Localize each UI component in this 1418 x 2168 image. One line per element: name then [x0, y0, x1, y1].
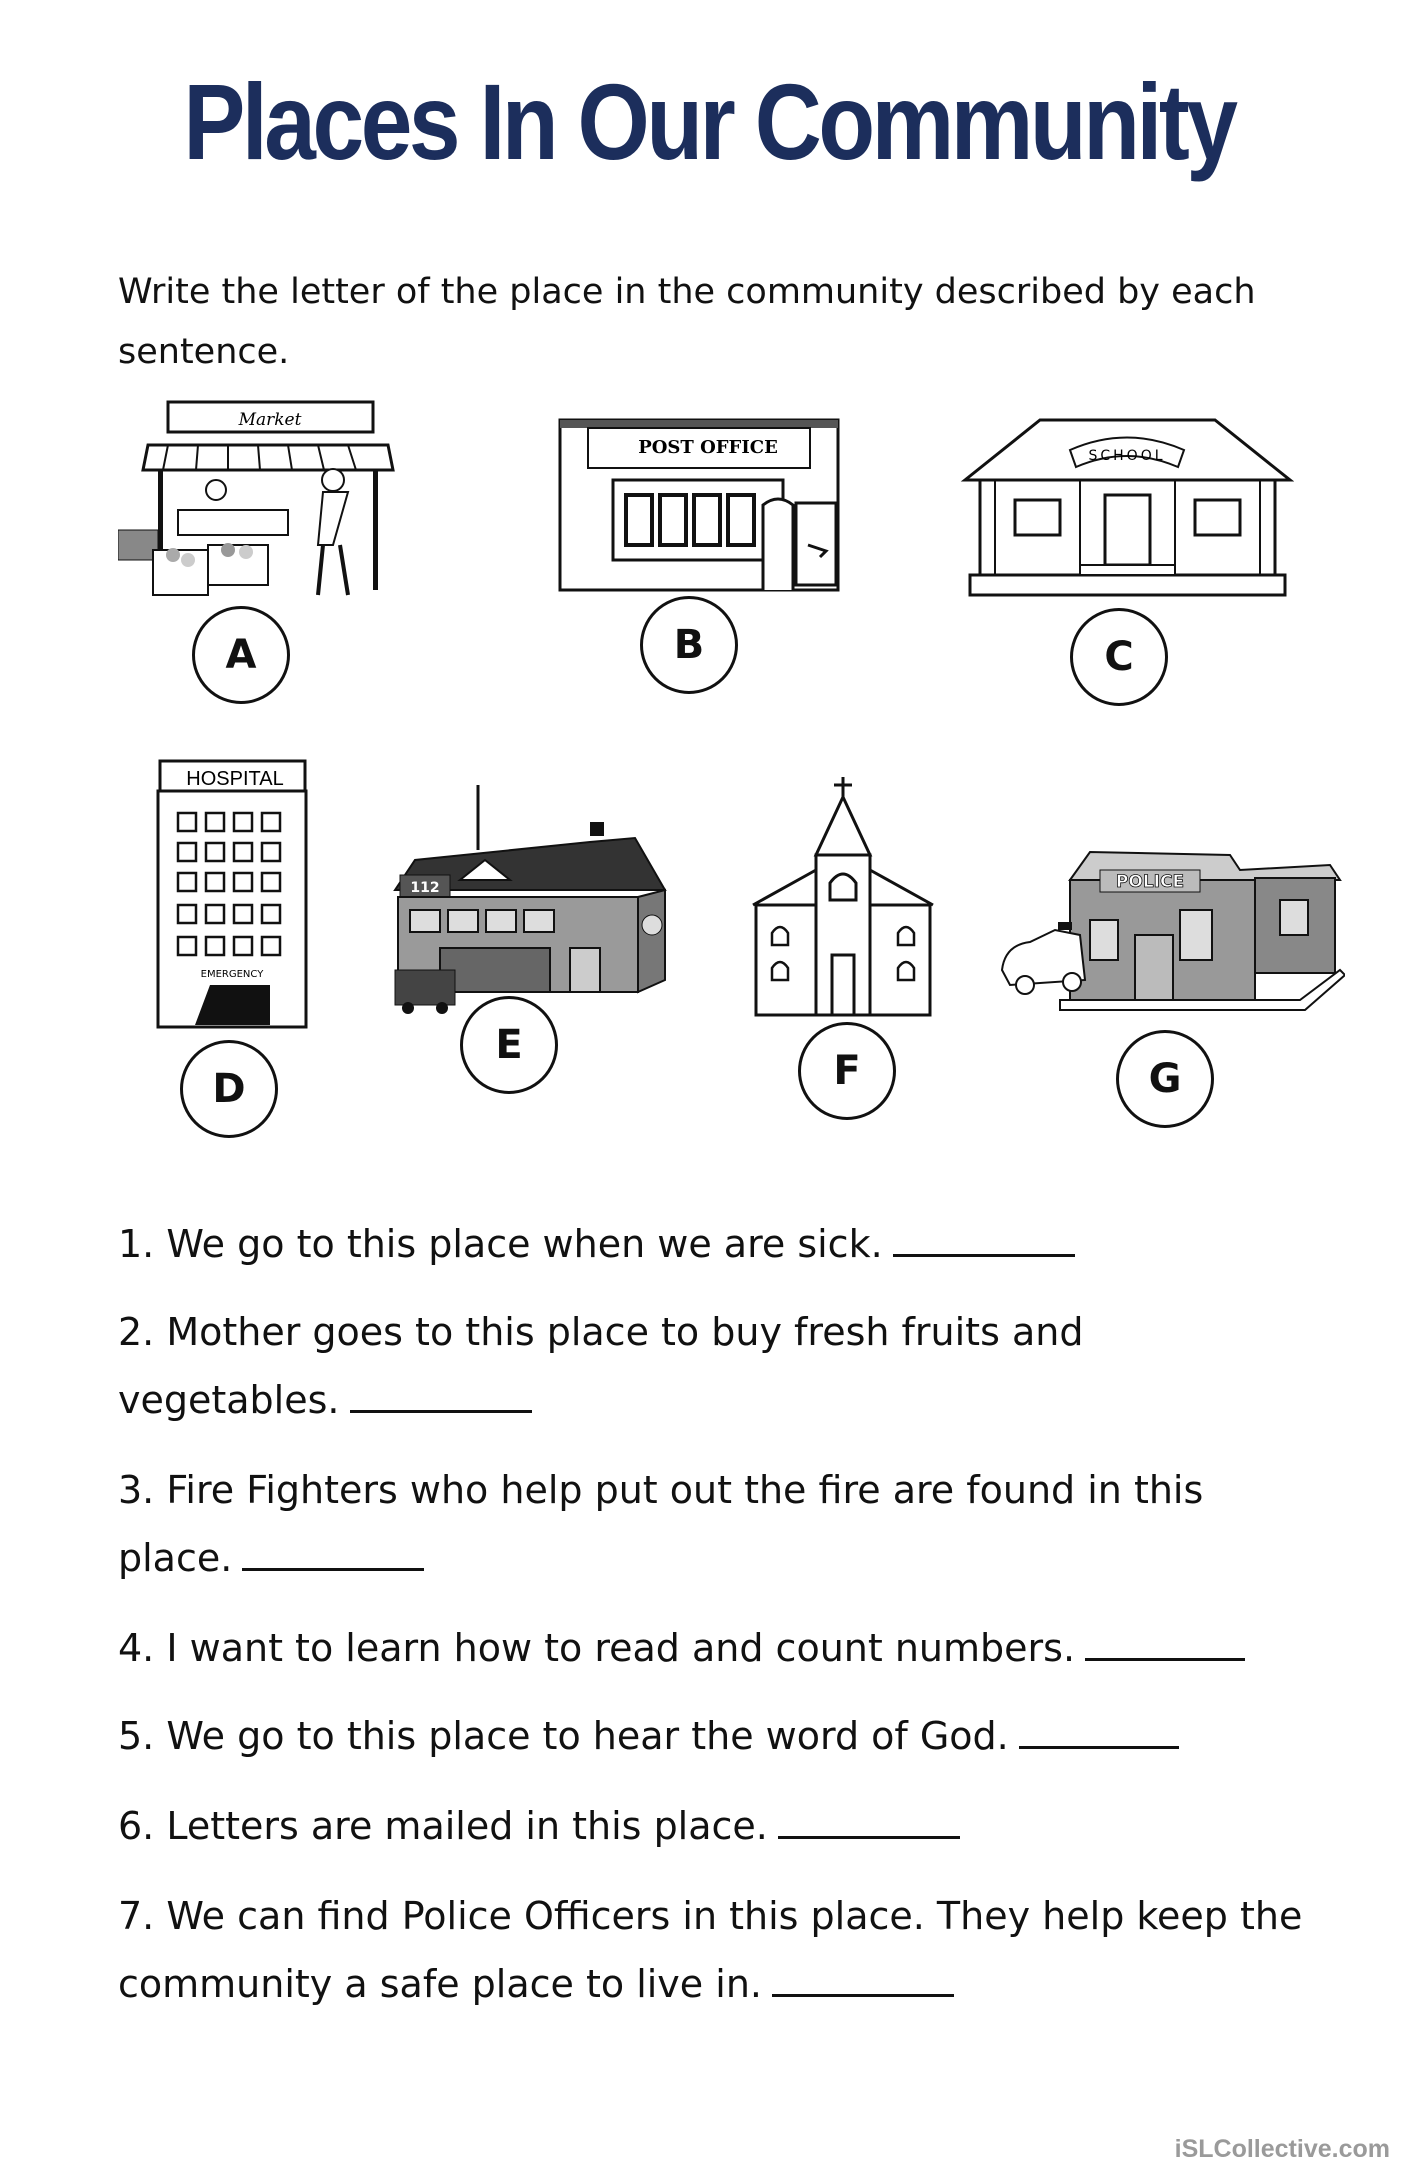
place-letter-c: C — [1070, 608, 1168, 706]
worksheet-title: Places In Our Community — [183, 61, 1235, 182]
answer-blank[interactable] — [1019, 1712, 1179, 1749]
post-office-icon — [558, 415, 842, 595]
question-5 — [118, 1702, 1318, 1770]
hospital-icon — [150, 755, 315, 1030]
answer-blank[interactable] — [778, 1802, 960, 1839]
answer-blank[interactable] — [242, 1534, 424, 1571]
fire-station-sign: 112 — [410, 880, 440, 896]
question-text: 5. We go to this place to hear the word of God. — [118, 1714, 1009, 1758]
place-letter-e: E — [460, 996, 558, 1094]
answer-blank[interactable] — [893, 1220, 1075, 1257]
question-2 — [118, 1298, 1218, 1434]
church-icon — [748, 775, 938, 1020]
post-office-sign: POST OFFICE — [638, 437, 778, 458]
question-text: 3. Fire Fighters who help put out the fire are found in this place. — [118, 1468, 1204, 1580]
question-1 — [118, 1210, 1318, 1278]
question-text: 4. I want to learn how to read and count numbers. — [118, 1626, 1076, 1670]
instructions: Write the letter of the place in the community described by each sentence. — [118, 272, 1256, 372]
fire-station-icon — [390, 780, 670, 1015]
question-4 — [118, 1614, 1318, 1682]
question-text: 2. Mother goes to this place to buy fresh fruits and vegetables. — [118, 1310, 1084, 1422]
school-icon — [960, 415, 1294, 600]
hospital-sign: HOSPITAL — [186, 768, 284, 790]
question-text: 1. We go to this place when we are sick. — [118, 1222, 883, 1266]
question-text: 6. Letters are mailed in this place. — [118, 1804, 768, 1848]
question-7 — [118, 1882, 1308, 2018]
answer-blank[interactable] — [772, 1960, 954, 1997]
answer-blank[interactable] — [350, 1376, 532, 1413]
police-station-icon — [1000, 850, 1345, 1030]
market-icon — [118, 400, 400, 600]
school-sign: SCHOOL — [1088, 448, 1166, 464]
answer-blank[interactable] — [1085, 1624, 1245, 1661]
question-3 — [118, 1456, 1298, 1592]
watermark: iSLCollective.com — [1174, 2135, 1390, 2163]
emergency-sign: EMERGENCY — [200, 969, 264, 980]
question-text: 7. We can find Police Officers in this place. They help keep the community a safe place to live in. — [118, 1894, 1303, 2006]
market-sign: Market — [238, 410, 302, 430]
question-6 — [118, 1792, 1318, 1860]
place-letter-b: B — [640, 596, 738, 694]
place-letter-a: A — [192, 606, 290, 704]
place-letter-g: G — [1116, 1030, 1214, 1128]
police-sign: POLICE — [1115, 872, 1185, 892]
place-letter-f: F — [798, 1022, 896, 1120]
place-letter-d: D — [180, 1040, 278, 1138]
